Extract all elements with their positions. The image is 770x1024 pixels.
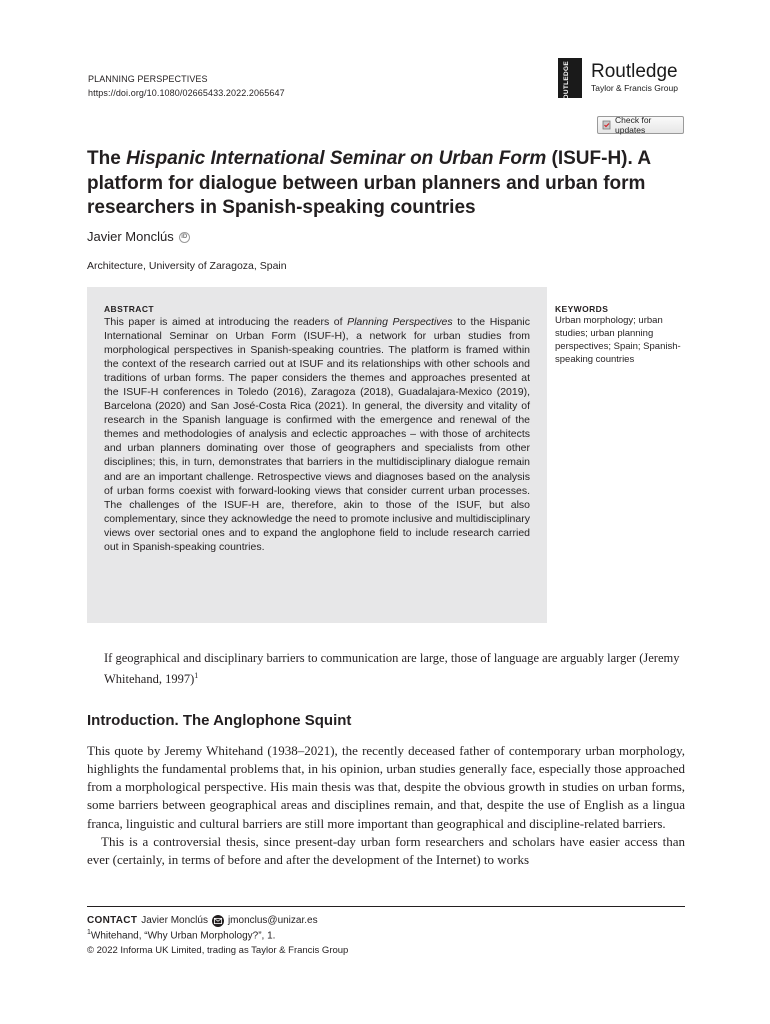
body-paragraph-1: This quote by Jeremy Whitehand (1938–2021), the recently deceased father of contemporary urban morphology, highlights the fundamental problems that, in his opinion, urban studies generally face, especially those approached from a morphological perspective. His main thesis was that, despite the obvious growth in studies on urban forms, some barriers between geographical areas and disciplines remain, and that, despite the use of English as a lingua franca, linguistic and cultural barriers are still more important than geographical and discipline-related barriers. (87, 743, 685, 831)
publisher-name: Routledge (591, 61, 678, 82)
publisher-mark-text: ROUTLEDGE (563, 61, 570, 105)
check-updates-icon (602, 120, 611, 130)
author-name[interactable]: Javier Monclús (87, 229, 174, 244)
publisher-logo (558, 58, 688, 105)
author-line (87, 229, 190, 245)
author-affiliation: Architecture, University of Zaragoza, Spain (87, 260, 287, 272)
check-for-updates-button[interactable] (597, 116, 684, 134)
epigraph-text: If geographical and disciplinary barriers to communication are large, those of language are arguably larger (Jeremy Whitehand, 1997) (104, 651, 680, 687)
contact-email[interactable]: jmonclus@unizar.es (227, 915, 318, 926)
routledge-mark-icon (558, 58, 582, 105)
article-title (87, 147, 687, 221)
body-paragraph-2: This is a controversial thesis, since present-day urban form researchers and scholars have easier access than ever (certainly, in terms of before and after the development of the Internet) to works (87, 833, 685, 867)
abstract-heading: ABSTRACT (104, 304, 154, 314)
journal-name: PLANNING PERSPECTIVES (88, 74, 208, 84)
epigraph-quote (104, 650, 684, 688)
title-suffix: (ISUF-H). A platform for dialogue between urban planners and urban form researchers in Spanish-speaking countries (87, 148, 651, 218)
footnote-ref[interactable]: 1 (194, 671, 199, 680)
footnote-text: Whitehand, “Why Urban Morphology?”, 1. (90, 930, 276, 942)
check-for-updates-label: Check for updates (615, 115, 652, 135)
footnote-number: 1 (87, 929, 91, 936)
keywords-heading: KEYWORDS (555, 304, 609, 314)
orcid-icon[interactable]: iD (179, 232, 190, 243)
title-italic: Hispanic International Seminar on Urban Form (126, 148, 547, 169)
footer-divider (87, 906, 685, 907)
journal-header (88, 73, 285, 100)
abstract-text-start: This paper is aimed at introducing the readers of (104, 316, 348, 328)
keywords-block (555, 304, 690, 366)
doi-link[interactable]: https://doi.org/10.1080/02665433.2022.2065647 (88, 87, 285, 98)
title-prefix: The (87, 148, 127, 169)
body-text (87, 742, 685, 869)
contact-name: Javier Monclús (141, 915, 208, 926)
section-title: Introduction. The Anglophone Squint (87, 712, 352, 729)
abstract-text (104, 315, 530, 554)
abstract-italic: Planning Perspectives (347, 316, 453, 328)
abstract-box (87, 287, 547, 623)
abstract-text-rest: to the Hispanic International Seminar on Urban Form (ISUF-H), a network for urban studies from morphological perspectives in Spanish-speaking countries. The platform is framed within the context of the research carried out at ISUF and its relationships with other schools and traditions of urban forms. The paper considers the themes and approaches presented at the ISUF-H conferences in Toledo (2016), Zaragoza (2018), Guadalajara-Mexico (2019), Barcelona (2020) and San José-Costa Rica (2021). In general, the diversity and vitality of research in the Spanish language is confirmed with the emergence and renewal of the themes and methodologies of analysis and eclectic approaches – with those of architects and urban planners dominating over those of geographers and specialists from other disciplines; this, in turn, demonstrates that barriers in the multidisciplinary dialogue remain and are an important challenge. Retrospective views and diagnoses based on the analysis of urban forms coexist with forward-looking views that consider current urban processes. The challenges of the ISUF-H are, therefore, akin to those of the ISUF, but also complementary, since they acknowledge the need to promote inclusive and multidisciplinary views over sectorial ones and to expand the anglophone field to include research carried out in Spanish-speaking countries. (104, 316, 530, 553)
publisher-group: Taylor & Francis Group (591, 83, 678, 93)
contact-label: CONTACT (87, 915, 138, 926)
mail-icon[interactable] (212, 915, 224, 927)
copyright-notice: © 2022 Informa UK Limited, trading as Taylor & Francis Group (87, 945, 349, 956)
keywords-text: Urban morphology; urban studies; urban planning perspectives; Spain; Spanish-speaking countries (555, 315, 681, 365)
footnote (87, 926, 275, 942)
